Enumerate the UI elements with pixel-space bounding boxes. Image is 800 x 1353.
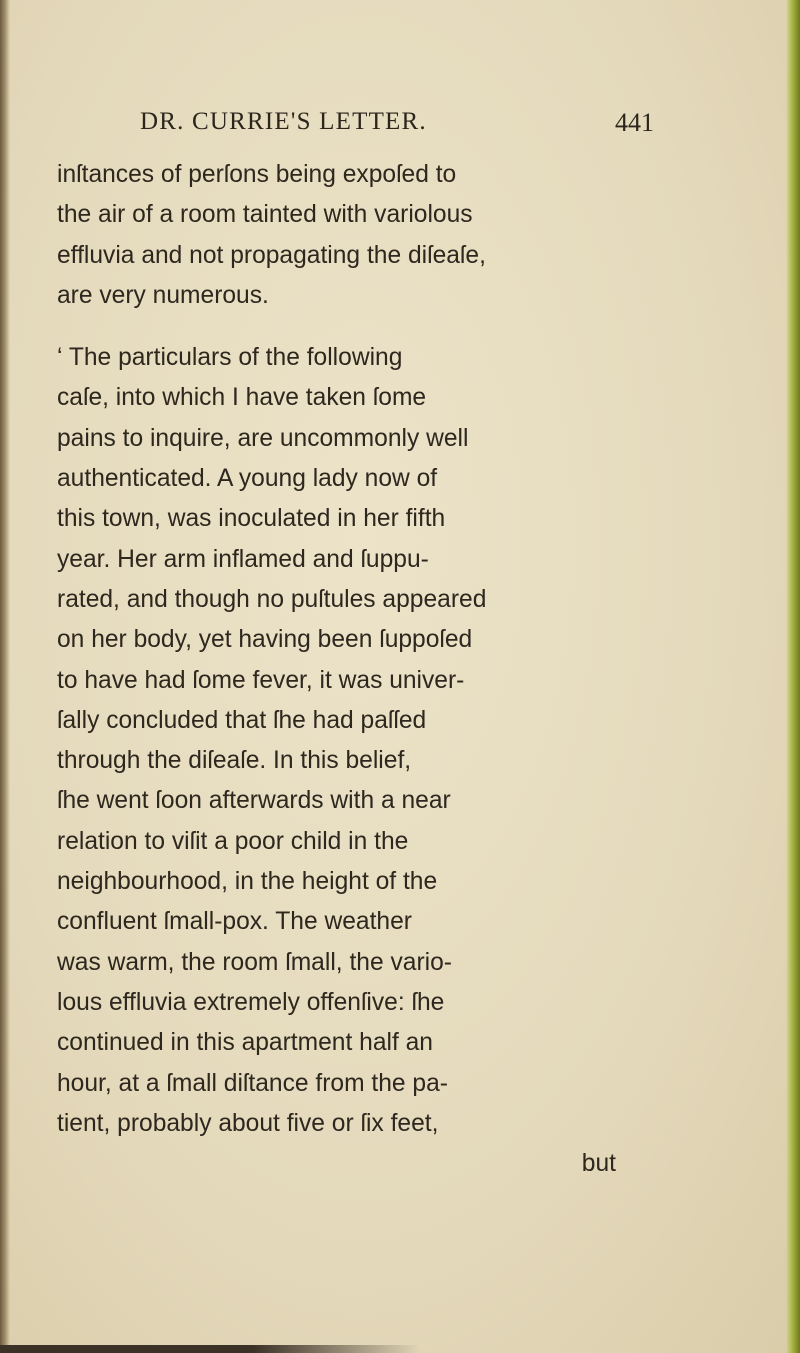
text-line: tient, probably about five or ſix feet, [57, 1109, 439, 1137]
catchword: but [581, 1150, 616, 1178]
text-line: caſe, into which I have taken ſome [57, 384, 427, 412]
text-line: was warm, the room ſmall, the vario- [57, 948, 452, 976]
text-line: hour, at a ſmall diſtance from the pa- [57, 1069, 448, 1097]
text-line: ‘ The particulars of the following [57, 344, 403, 372]
running-head: DR. CURRIE'S LETTER. [140, 108, 427, 135]
text-line: this town, was inoculated in her fifth [57, 505, 446, 533]
text-line: pains to inquire, are uncommonly well [57, 424, 469, 452]
text-line: are very numerous. [57, 281, 269, 309]
page-number: 441 [615, 108, 654, 137]
text-line: confluent ſmall-pox. The weather [57, 908, 412, 936]
text-line: year. Her arm inflamed and ſuppu- [57, 545, 429, 573]
binding-gutter [0, 0, 10, 1353]
text-line: authenticated. A young lady now of [57, 465, 438, 493]
body-text [57, 155, 617, 1184]
text-line: ſhe went ſoon afterwards with a near [57, 787, 451, 815]
text-line: neighbourhood, in the height of the [57, 868, 438, 896]
text-line: rated, and though no puſtules appeared [57, 585, 487, 613]
text-line: through the diſeaſe. In this belief, [57, 747, 412, 775]
bottom-shadow [0, 1345, 420, 1353]
text-line: continued in this apartment half an [57, 1029, 433, 1057]
text-line: on her body, yet having been ſuppoſed [57, 626, 473, 654]
text-line: effluvia and not propagating the diſeaſe, [57, 241, 486, 269]
text-line: ſally concluded that ſhe had paſſed [57, 706, 427, 734]
text-line: lous effluvia extremely offenſive: ſhe [57, 988, 445, 1016]
page-edge [786, 0, 800, 1353]
text-line: to have had ſome fever, it was univer- [57, 666, 465, 694]
text-line: the air of a room tainted with variolous [57, 201, 473, 229]
text-line: inſtances of perſons being expoſed to [57, 161, 457, 188]
text-line: relation to viſit a poor child in the [57, 827, 409, 855]
